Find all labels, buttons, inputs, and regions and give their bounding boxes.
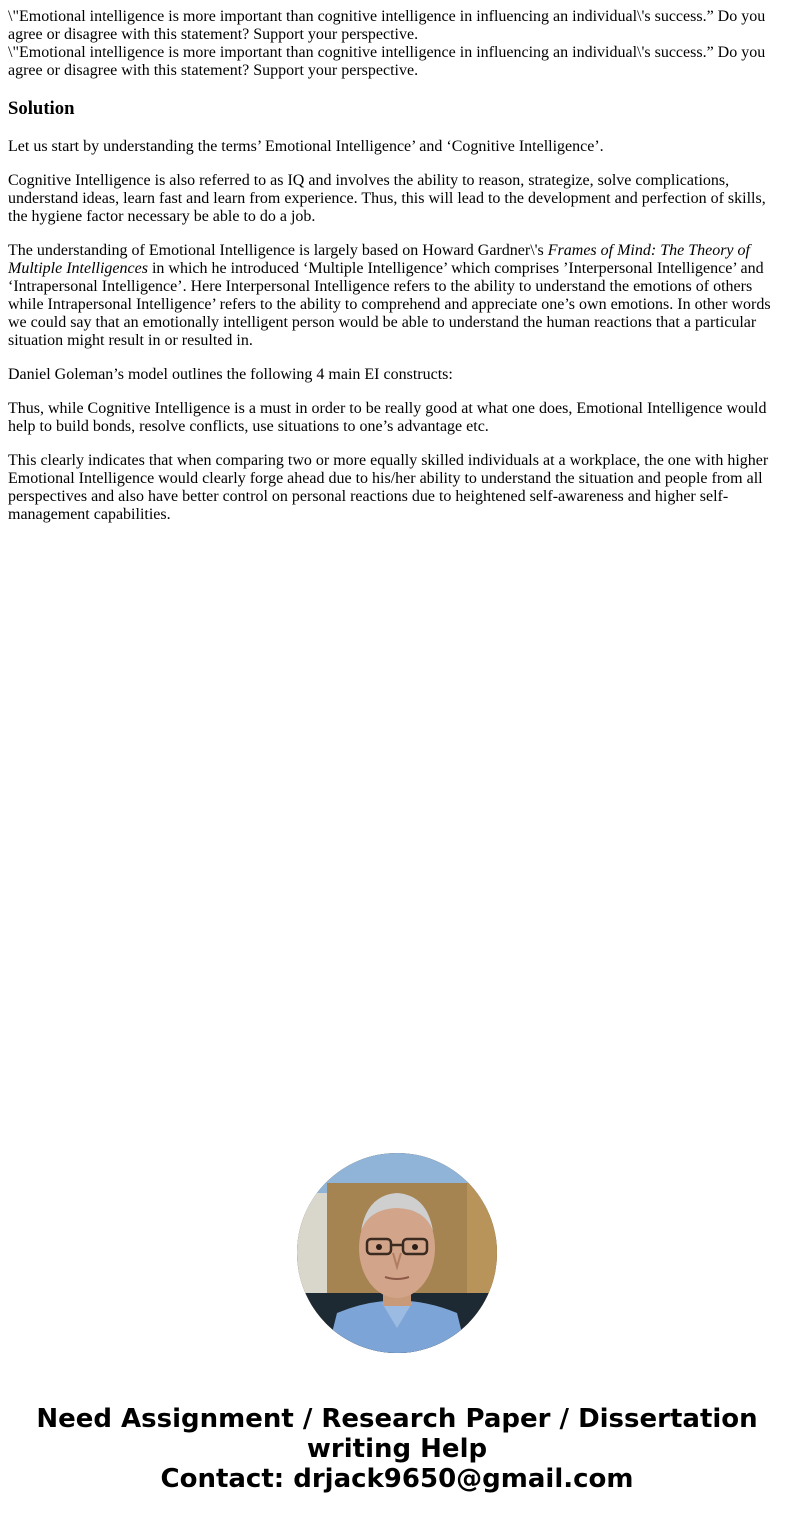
solution-paragraph-2: Cognitive Intelligence is also referred to as IQ and involves the ability to reason, strategize, solve complications, understand ideas, learn fast and learn from experience. Thus, this will lead to the development and perfection of skills, the hygiene factor necessary be able to do a job. (8, 172, 766, 225)
footer-line-1: Need Assignment / Research Paper / Dissertation (36, 1404, 758, 1434)
article-content (8, 8, 780, 540)
footer-promo (0, 1404, 794, 1494)
paragraph-3-rest: in which he introduced ‘Multiple Intelligence’ which comprises ’Interpersonal Intelligence’ and ‘Intrapersonal Intelligence’. Here Interpersonal Intelligence refers to the ability to understand the emotions of others while Intrapersonal Intelligence’ refers to the ability to comprehend and appreciate one’s own emotions. In other words we could say that an emotionally intelligent person would be able to understand the human reactions that a particular situation might result in or resulted in. (8, 260, 771, 349)
footer-contact: Contact: drjack9650@gmail.com (160, 1464, 634, 1494)
author-portrait-icon (297, 1153, 497, 1353)
footer-line-2: writing Help (306, 1434, 488, 1464)
question-line-2: \"Emotional intelligence is more important than cognitive intelligence in influencing an individual\'s success.” Do you agree or disagree with this statement? Support your perspective. (8, 44, 766, 79)
solution-paragraph-4: Daniel Goleman’s model outlines the following 4 main EI constructs: (8, 366, 453, 383)
author-avatar (297, 1153, 497, 1353)
solution-paragraph-3 (8, 242, 780, 350)
solution-paragraph-6: This clearly indicates that when comparing two or more equally skilled individuals at a workplace, the one with higher Emotional Intelligence would clearly forge ahead due to his/her ability to understand the situation and people from all perspectives and also have better control on personal reactions due to heightened self-awareness and higher self-management capabilities. (8, 452, 769, 523)
book-title: Frames of Mind: The Theory of Multiple Intelligences (8, 242, 750, 277)
paragraph-3-intro: The understanding of Emotional Intelligence is largely based on Howard Gardner\'s (8, 242, 548, 259)
solution-heading: Solution (8, 98, 75, 119)
solution-paragraph-5: Thus, while Cognitive Intelligence is a must in order to be really good at what one does, Emotional Intelligence would help to build bonds, resolve conflicts, use situations to one’s advantage etc. (8, 400, 767, 435)
question-line-1: \"Emotional intelligence is more important than cognitive intelligence in influencing an individual\'s success.” Do you agree or disagree with this statement? Support your perspective. (8, 8, 766, 43)
question-text (8, 8, 780, 80)
solution-paragraph-1: Let us start by understanding the terms’ Emotional Intelligence’ and ‘Cognitive Intelligence’. (8, 138, 604, 155)
